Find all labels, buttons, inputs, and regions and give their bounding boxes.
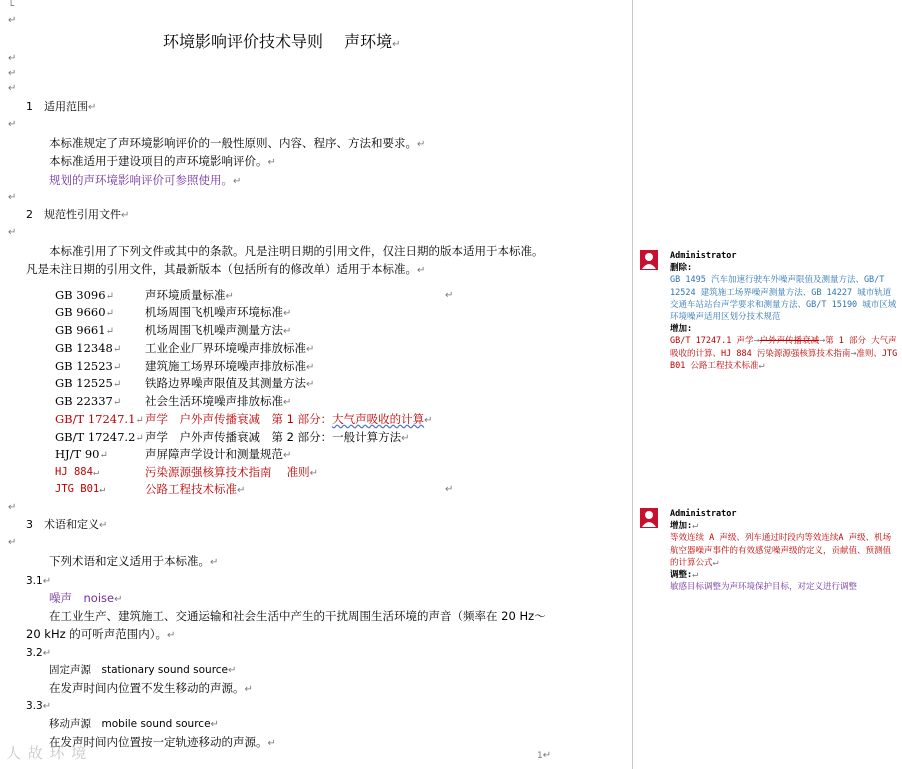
paragraph: 本标准适用于建设项目的声环境影响评价。↵	[49, 154, 276, 168]
comment-adjust-label: 调整:	[670, 570, 693, 581]
user-avatar-icon	[640, 508, 658, 528]
paragraph-mark: ↵	[8, 53, 17, 64]
reference-name-inserted: 公路工程技术标准↵	[145, 482, 246, 496]
reference-name: 建筑施工场界环境噪声排放标准↵	[145, 359, 315, 373]
page-number: 1↵	[537, 750, 552, 761]
paragraph: 下列术语和定义适用于本标准。↵	[49, 554, 219, 568]
reference-code: HJ/T 90↵	[55, 447, 108, 461]
paragraph-mark: ↵	[8, 15, 17, 26]
term-definition: 在发声时间内位置不发生移动的声源。↵	[49, 681, 253, 695]
term-number: 3.3↵	[26, 700, 52, 712]
reference-code: GB 22337↵	[55, 394, 122, 408]
paragraph-mark: ↵	[8, 502, 17, 513]
paragraph-tracked: 规划的声环境影响评价可参照使用。↵	[49, 173, 242, 187]
reference-name: 机场周围飞机噪声测量方法↵	[145, 323, 292, 337]
paragraph-mark: ↵	[445, 484, 454, 495]
comment-deleted-text: GB 1495 汽车加速行驶车外噪声限值及测量方法、GB/T 12524 建筑施工场界噪声测量方法、GB 14227 城市轨道交通车站站台声学要求和测量方法、GB/T 15190 城市区域环境噪声适用区划分技术规范	[670, 275, 897, 323]
document-title: 环境影响评价技术导则 声环境↵	[163, 32, 401, 51]
reference-code: GB 3096↵	[55, 288, 114, 302]
term-title: 移动声源 mobile sound source↵	[49, 718, 219, 730]
paragraph-mark: ↵	[445, 290, 454, 301]
comment-add-label: 增加:	[670, 324, 693, 335]
comment-pane	[633, 0, 902, 769]
term-number: 3.1↵	[26, 575, 52, 587]
reference-code: GB 9660↵	[55, 305, 114, 319]
term-title-tracked: 噪声 noise↵	[49, 591, 123, 605]
paragraph-mark: ↵	[8, 227, 17, 238]
reference-name: 工业企业厂界环境噪声排放标准↵	[145, 341, 315, 355]
paragraph-mark: ↵	[8, 83, 17, 94]
reference-code: GB 12348↵	[55, 341, 122, 355]
paragraph: 凡是未注日期的引用文件，其最新版本（包括所有的修改单）适用于本标准。↵	[26, 262, 426, 276]
reference-code-inserted: GB/T 17247.1↵	[55, 412, 144, 426]
comment-adjust-text: 敏感目标调整为声环境保护目标，对定义进行调整	[670, 582, 858, 593]
term-number: 3.2↵	[26, 647, 52, 659]
paragraph: 本标准引用了下列文件或其中的条款。凡是注明日期的引用文件，仅注日期的版本适用于本标准。	[49, 244, 544, 258]
paragraph-mark: ↵	[8, 119, 17, 130]
reference-code: GB 12523↵	[55, 359, 122, 373]
reference-code: GB 12525↵	[55, 376, 122, 390]
comment-author: Administrator	[670, 509, 737, 519]
reference-name: 声屏障声学设计和测量规范↵	[145, 447, 292, 461]
reference-code: GB/T 17247.2↵	[55, 430, 144, 444]
paragraph-mark: ↵	[8, 192, 17, 203]
reference-name: 社会生活环境噪声排放标准↵	[145, 394, 292, 408]
reference-name-inserted: 污染源源强核算技术指南 准则↵	[145, 465, 319, 479]
comment-delete-label: 删除:	[670, 263, 693, 274]
comment-added-text: 等效连续 A 声级、列车通过时段内等效连续A 声级、机场航空器噪声事件的有效感觉噪声级的定义，贡献值、预测值的计算公式↵	[670, 533, 892, 568]
term-definition: 20 kHz 的可听声范围内）。↵	[26, 627, 176, 641]
comment-add-label: 增加:	[670, 521, 693, 532]
comment-author: Administrator	[670, 251, 737, 261]
reference-name: 声环境质量标准↵	[145, 288, 234, 302]
term-definition: 在工业生产、建筑施工、交通运输和社会生活中产生的干扰周围生活环境的声音（频率在 20 Hz～	[49, 609, 546, 623]
section-heading-1: 1 适用范围↵	[26, 100, 97, 113]
comment-added-text: GB/T 17247.1 声学→户外声传播衰减→第 1 部分 大气声吸收的计算、HJ 884 污染源源强核算技术指南→准则、JTG B01 公路工程技术标准↵	[670, 335, 898, 371]
paragraph-mark: ↵	[8, 68, 17, 79]
crop-mark: └	[8, 1, 15, 12]
paragraph: 本标准规定了声环境影响评价的一般性原则、内容、程序、方法和要求。↵	[49, 136, 426, 150]
reference-name: 机场周围飞机噪声环境标准↵	[145, 305, 292, 319]
reference-code-inserted: JTG B01↵	[55, 483, 106, 495]
reference-name-inserted: 声学 户外声传播衰减 第 1 部分：大气声吸收的计算↵	[145, 412, 433, 426]
reference-name: 声学 户外声传播衰减 第 2 部分：一般计算方法↵	[145, 430, 410, 444]
section-heading-2: 2 规范性引用文件↵	[26, 208, 130, 221]
reference-code: GB 9661↵	[55, 323, 114, 337]
reference-code-inserted: HJ 884↵	[55, 466, 99, 478]
term-definition: 在发声时间内位置按一定轨迹移动的声源。↵	[49, 735, 276, 749]
paragraph-mark: ↵	[8, 537, 17, 548]
section-heading-3: 3 术语和定义↵	[26, 518, 108, 531]
reference-name: 铁路边界噪声限值及其测量方法↵	[145, 376, 315, 390]
term-title: 固定声源 stationary sound source↵	[49, 664, 237, 676]
user-avatar-icon	[640, 250, 658, 270]
watermark-logo: 人 故 环 境	[6, 744, 88, 762]
